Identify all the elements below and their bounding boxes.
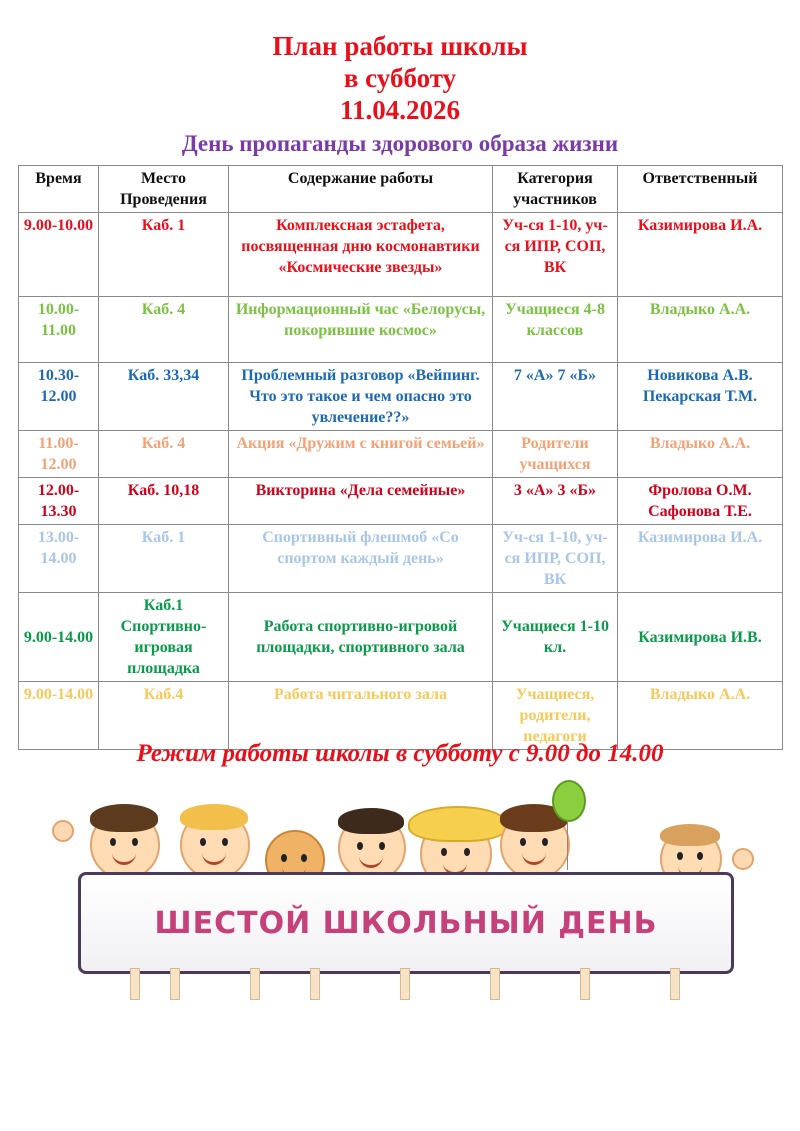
kid-head — [90, 810, 160, 880]
table-row — [19, 593, 783, 682]
cell-content: Комплексная эстафета, посвященная дню космонавтики «Космические звезды» — [229, 213, 493, 297]
table-row — [19, 478, 783, 525]
cell-responsible: Владыко А.А. — [618, 431, 783, 478]
cell-time: 9.00-14.00 — [19, 682, 99, 750]
page-subtitle: День пропаганды здорового образа жизни — [181, 131, 619, 156]
cell-time: 9.00-14.00 — [19, 593, 99, 682]
header-category: Категория участников — [493, 166, 618, 213]
header-place: Место Проведения — [99, 166, 229, 213]
cell-category: Учащиеся, родители, педагоги — [493, 682, 618, 750]
cell-place: Каб. 1 — [99, 525, 229, 593]
cell-time: 9.00-10.00 — [19, 213, 99, 297]
cell-responsible: Фролова О.М. Сафонова Т.Е. — [618, 478, 783, 525]
table-row — [19, 431, 783, 478]
cell-category: Родители учащихся — [493, 431, 618, 478]
banner-sign — [78, 872, 734, 974]
cell-content: Работа читального зала — [229, 682, 493, 750]
title-block — [0, 30, 800, 126]
cell-responsible: Владыко А.А. — [618, 682, 783, 750]
table-row — [19, 213, 783, 297]
cell-category: 3 «А» 3 «Б» — [493, 478, 618, 525]
header-content: Содержание работы — [229, 166, 493, 213]
cell-category: Учащиеся 1-10 кл. — [493, 593, 618, 682]
cell-time: 13.00-14.00 — [19, 525, 99, 593]
cell-content: Викторина «Дела семейные» — [229, 478, 493, 525]
schedule-table — [18, 165, 783, 750]
cell-content: Работа спортивно-игровой площадки, спортивного зала — [229, 593, 493, 682]
title-line-1: План работы школы — [272, 31, 528, 61]
header-responsible: Ответственный — [618, 166, 783, 213]
cell-time: 12.00-13.30 — [19, 478, 99, 525]
cell-category: Уч-ся 1-10, уч-ся ИПР, СОП, ВК — [493, 213, 618, 297]
table-row — [19, 525, 783, 593]
cell-content: Информационный час «Белорусы, покорившие космос» — [229, 297, 493, 363]
cell-place: Каб. 33,34 — [99, 363, 229, 431]
cell-category: Учащиеся 4-8 классов — [493, 297, 618, 363]
table-row — [19, 297, 783, 363]
cell-time: 10.00-11.00 — [19, 297, 99, 363]
cell-responsible: Казимирова И.В. — [618, 593, 783, 682]
kids-banner-illustration — [20, 780, 780, 1010]
cell-content: Акция «Дружим с книгой семьей» — [229, 431, 493, 478]
cell-place: Каб.4 — [99, 682, 229, 750]
cell-responsible: Казимирова И.А. — [618, 525, 783, 593]
title-line-2: в субботу — [343, 63, 457, 93]
cell-place: Каб. 4 — [99, 431, 229, 478]
cell-place: Каб.1 Спортивно-игровая площадка — [99, 593, 229, 682]
table-header-row — [19, 166, 783, 213]
hand-icon — [732, 848, 754, 870]
title-date: 11.04.2026 — [339, 95, 460, 125]
cell-responsible: Казимирова И.А. — [618, 213, 783, 297]
cell-responsible: Новикова А.В. Пекарская Т.М. — [618, 363, 783, 431]
header-time: Время — [19, 166, 99, 213]
cell-time: 11.00-12.00 — [19, 431, 99, 478]
table-row — [19, 363, 783, 431]
cell-place: Каб. 1 — [99, 213, 229, 297]
kid-head — [180, 810, 250, 880]
cell-category: 7 «А» 7 «Б» — [493, 363, 618, 431]
balloon-icon — [552, 780, 586, 822]
schedule-note: Режим работы школы в субботу с 9.00 до 14.00 — [136, 740, 664, 767]
cell-responsible: Владыко А.А. — [618, 297, 783, 363]
cell-category: Уч-ся 1-10, уч-ся ИПР, СОП, ВК — [493, 525, 618, 593]
cell-content: Проблемный разговор «Вейпинг. Что это такое и чем опасно это увлечение??» — [229, 363, 493, 431]
kid-head — [500, 810, 570, 880]
cell-time: 10.30-12.00 — [19, 363, 99, 431]
banner-text: ШЕСТОЙ ШКОЛЬНЫЙ ДЕНЬ — [154, 905, 658, 941]
cell-place: Каб. 4 — [99, 297, 229, 363]
cell-place: Каб. 10,18 — [99, 478, 229, 525]
hand-icon — [52, 820, 74, 842]
cell-content: Спортивный флешмоб «Со спортом каждый день» — [229, 525, 493, 593]
